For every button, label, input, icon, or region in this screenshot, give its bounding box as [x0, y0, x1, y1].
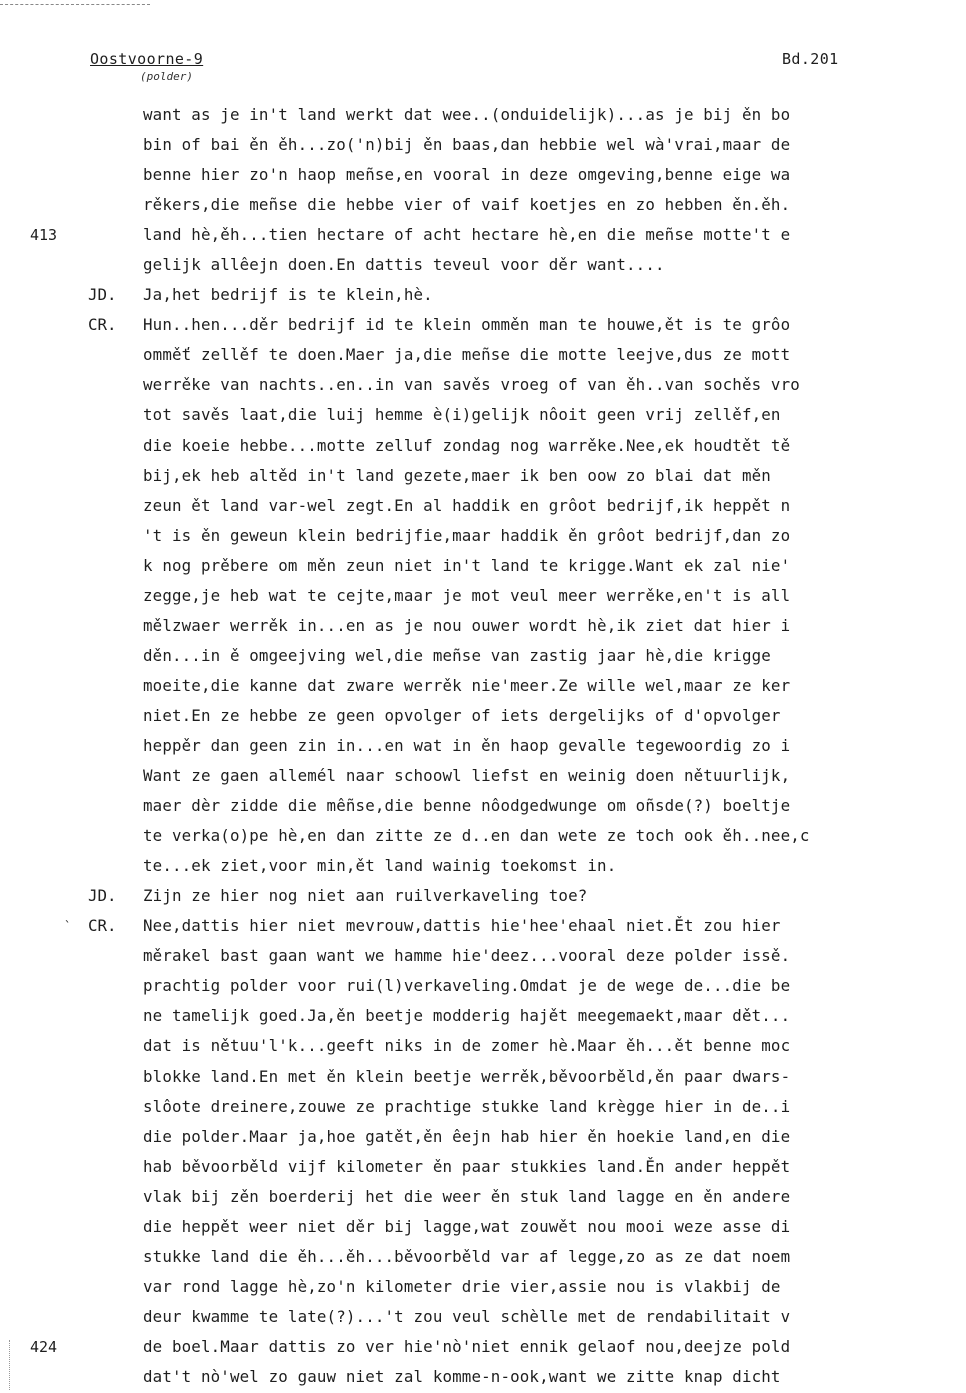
transcript-line	[0, 791, 966, 821]
transcript-line	[0, 1062, 966, 1092]
line-text: měrakel bast gaan want we hamme hie'deez...vooral deze polder issě.	[143, 946, 791, 966]
line-text: die polder.Maar ja,hoe gatět,ěn êejn hab hier ěn hoekie land,en die	[143, 1126, 791, 1146]
transcript-line	[0, 461, 966, 491]
line-text: benne hier zo'n haop meñse,en vooral in deze omgeving,benne eige wa	[143, 165, 791, 185]
line-text: maer dèr zidde die mêñse,die benne nôodgedwunge om oñsde(?) boeltje	[143, 796, 791, 816]
header-note: (polder)	[140, 70, 193, 83]
transcript-line	[0, 1242, 966, 1272]
line-text: te...ek ziet,voor min,ět land wainig toekomst in.	[143, 856, 617, 876]
transcript-line	[0, 971, 966, 1001]
margin-line-number: 413	[30, 226, 58, 245]
transcript-line	[0, 340, 966, 370]
transcript-line	[0, 130, 966, 160]
transcript-line	[0, 641, 966, 671]
transcript-line	[0, 761, 966, 791]
line-text: werrěke van nachts..en..in van savěs vroeg of van ěh..van sochěs vro	[143, 375, 800, 395]
line-text: vlak bij zěn boerderij het die weer ěn stuk land lagge en ěn andere	[143, 1186, 791, 1206]
line-text: Want ze gaen allemél naar schoowl liefst en weinig doen nětuurlijk,	[143, 766, 791, 786]
transcript-line	[0, 1272, 966, 1302]
line-text: děn...in ě omgeejving wel,die meñse van zastig jaar hè,die krigge	[143, 645, 771, 665]
transcript-line	[0, 1182, 966, 1212]
line-text: omměť zellěf te doen.Maer ja,die meñse die motte leejve,dus ze mott	[143, 345, 791, 365]
line-text: want as je in't land werkt dat wee..(onduidelijk)...as je bij ěn bo	[143, 105, 791, 124]
transcript-line	[0, 160, 966, 190]
line-text: bin of bai ěn ěh...zo('n)bij ěn baas,dan hebbie wel wà'vrai,maar de	[143, 135, 791, 155]
transcript-line	[0, 310, 966, 340]
transcript-line	[0, 190, 966, 220]
transcript-body	[0, 100, 966, 1392]
transcript-line	[0, 280, 966, 310]
line-text: stukke land die ěh...ěh...běvoorběld var af legge,zo as ze dat noem	[143, 1246, 791, 1266]
transcript-line	[0, 100, 966, 130]
margin-tick: `	[64, 919, 72, 934]
line-text: de boel.Maar dattis zo ver hie'nò'niet ennik gelaof nou,deejze pold	[143, 1336, 791, 1356]
speaker-label: CR.	[88, 315, 117, 335]
line-text: heppěr dan geen zin in...en wat in ěn haop gevalle tegewoordig zo i	[143, 735, 791, 755]
line-text: Hun..hen...děr bedrijf id te klein omměn man te houwe,ět is te grôo	[143, 315, 791, 335]
transcript-line	[0, 521, 966, 551]
line-text: Ja,het bedrijf is te klein,hè.	[143, 285, 433, 305]
speaker-label: JD.	[88, 886, 117, 906]
line-text: zeun ět land var-wel zegt.En al haddik en grôot bedrijf,ik heppět n	[143, 495, 791, 515]
line-text: niet.En ze hebbe ze geen opvolger of iets dergelijks of d'opvolger	[143, 705, 781, 725]
line-text: dat is nětuu'l'k...geeft niks in de zomer hè.Maar ěh...ět benne moc	[143, 1036, 791, 1056]
transcript-line	[0, 370, 966, 400]
line-text: ne tamelijk goed.Ja,ěn beetje modderig hajět meegemaekt,maar dět...	[143, 1006, 791, 1026]
top-dashed-line	[0, 4, 150, 5]
transcript-line	[0, 611, 966, 641]
transcript-line	[0, 581, 966, 611]
header-reference: Bd.201	[782, 50, 839, 68]
line-text: die heppět weer niet děr bij lagge,wat zouwět nou mooi weze asse di	[143, 1216, 791, 1236]
line-text: moeite,die kanne dat zware werrěk nie'meer.Ze wille wel,maar ze ker	[143, 675, 791, 695]
transcript-line	[0, 250, 966, 280]
transcript-line	[0, 821, 966, 851]
line-text: dat't nò'wel zo gauw niet zal komme-n-ook,want we zitte knap dicht	[143, 1366, 781, 1386]
transcript-line	[0, 1212, 966, 1242]
transcript-line	[0, 1362, 966, 1392]
line-text: mělzwaer werrěk in...en as je nou ouwer wordt hè,ik ziet dat hier i	[143, 615, 791, 635]
margin-line-number: 424	[30, 1337, 58, 1356]
line-text: hab běvoorběld vijf kilometer ěn paar stukkies land.Ěn ander heppět	[143, 1156, 791, 1176]
line-text: zegge,je heb wat te cejte,maar je mot veul meer werrěke,en't is all	[143, 585, 791, 605]
speaker-label: JD.	[88, 285, 117, 305]
transcript-line	[0, 1152, 966, 1182]
transcript-line	[0, 701, 966, 731]
transcript-line	[0, 671, 966, 701]
transcript-line	[0, 551, 966, 581]
line-text: slôote dreinere,zouwe ze prachtige stukke land krègge hier in de..i	[143, 1096, 791, 1116]
line-text: die koeie hebbe...motte zelluf zondag nog warrěke.Nee,ek houdtět tě	[143, 435, 791, 455]
transcript-line	[0, 731, 966, 761]
transcript-line	[0, 1122, 966, 1152]
transcript-line	[0, 400, 966, 430]
line-text: te verka(o)pe hè,en dan zitte ze d..en dan wete ze toch ook ěh..nee,c	[143, 826, 810, 846]
transcript-line	[0, 431, 966, 461]
line-text: k nog prěbere om měn zeun niet in't land te krigge.Want ek zal nie'	[143, 555, 791, 575]
transcript-line	[0, 1332, 966, 1362]
transcript-line	[0, 911, 966, 941]
line-text: Zijn ze hier nog niet aan ruilverkaveling toe?	[143, 886, 588, 906]
transcript-line	[0, 1092, 966, 1122]
transcript-line	[0, 491, 966, 521]
transcript-line	[0, 881, 966, 911]
line-text: land hè,ěh...tien hectare of acht hectare hè,en die meñse motte't e	[143, 225, 791, 245]
speaker-label: CR.	[88, 916, 117, 936]
line-text: Nee,dattis hier niet mevrouw,dattis hie'hee'ehaal niet.Ět zou hier	[143, 916, 781, 936]
line-text: rěkers,die meñse die hebbe vier of vaif koetjes en zo hebben ěn.ěh.	[143, 195, 791, 215]
line-text: bij,ek heb altěd in't land gezete,maer ik ben oow zo blai dat měn	[143, 465, 771, 485]
header-title: Oostvoorne-9	[90, 50, 204, 68]
line-text: blokke land.En met ěn klein beetje werrěk,běvoorběld,ěn paar dwars-	[143, 1066, 791, 1086]
margin-dotted-rule	[9, 1340, 10, 1390]
transcript-line	[0, 1031, 966, 1061]
line-text: var rond lagge hè,zo'n kilometer drie vier,assie nou is vlakbij de	[143, 1276, 781, 1296]
transcript-line	[0, 941, 966, 971]
transcript-line	[0, 220, 966, 250]
line-text: deur kwamme te late(?)...'t zou veul schèlle met de rendabilitait v	[143, 1306, 791, 1326]
line-text: gelijk allêejn doen.En dattis teveul voor děr want....	[143, 255, 665, 275]
line-text: 't is ěn geweun klein bedrijfie,maar haddik ěn grôot bedrijf,dan zo	[143, 525, 791, 545]
transcript-line	[0, 851, 966, 881]
line-text: tot savěs laat,die luij hemme è(i)gelijk nôoit geen vrij zellěf,en	[143, 405, 781, 425]
transcript-line	[0, 1001, 966, 1031]
transcript-line	[0, 1302, 966, 1332]
line-text: prachtig polder voor rui(l)verkaveling.Omdat je de wege de...die be	[143, 976, 791, 996]
